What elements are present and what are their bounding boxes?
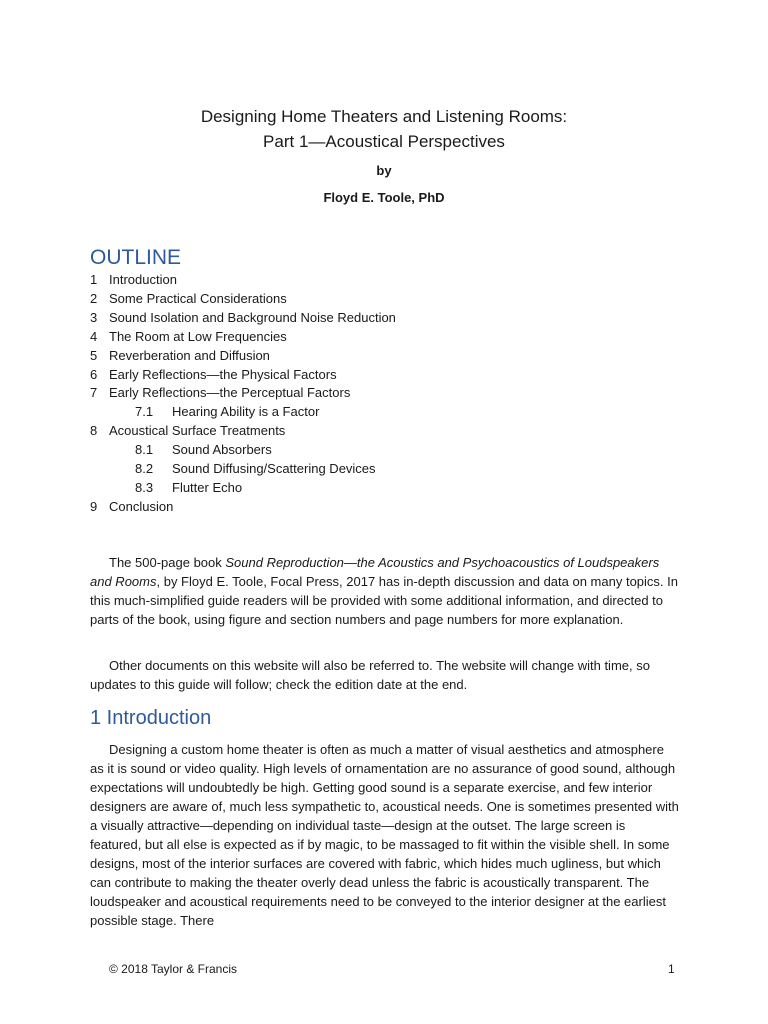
section-heading-introduction: 1 Introduction	[90, 707, 212, 729]
outline-item	[90, 384, 396, 403]
outline-item-label: Reverberation and Diffusion	[109, 347, 270, 363]
title-block	[0, 104, 768, 207]
outline-item-label: The Room at Low Frequencies	[109, 328, 287, 344]
outline-subitem	[90, 479, 396, 498]
outline-item-number: 4	[90, 328, 98, 344]
outline-item-label: Early Reflections—the Perceptual Factors	[109, 385, 351, 401]
outline-item-number: 8.2	[135, 461, 154, 477]
outline-item-number: 8	[90, 423, 98, 439]
outline-item	[90, 271, 396, 290]
outline-item-number: 7	[90, 385, 98, 401]
outline-item	[90, 347, 396, 366]
outline-item	[90, 328, 396, 347]
outline-item-label: Hearing Ability is a Factor	[172, 404, 320, 420]
introduction-paragraph: Designing a custom home theater is often as much a matter of visual aesthetics and atmosphere as it is sound or video quality. High levels of ornamentation are no assurance of good sound, although expectations will undoubtedly be high. Getting good sound is a separate exercise, and few interior designers are aware of, much less sympathetic to, acoustical needs. One is sometimes presented with a visually attractive—depending on individual taste—design at the outset. The large screen is featured, but all else is expected as if by magic, to be massaged to fit within the visible shell. In some designs, most of the interior surfaces are covered with fabric, which hides much ugliness, but which can contribute to making the theater overly dead unless the fabric is acoustically transparent. The loudspeaker and acoustical requirements need to be conveyed to the interior designer at the earliest possible stage. There	[90, 742, 679, 928]
outline-item	[90, 309, 396, 328]
outline-item-number: 8.1	[135, 442, 154, 458]
outline-item-number: 8.3	[135, 479, 154, 495]
outline-item	[90, 422, 396, 441]
outline-item-label: Sound Diffusing/Scattering Devices	[172, 461, 376, 477]
intro-text-end: , by Floyd E. Toole, Focal Press, 2017 has in-depth discussion and data on many topics. In this much-simplified guide readers will be provided with some additional information, and directed to parts of the book, using figure and section numbers and page numbers for more explanation.	[90, 574, 678, 627]
outline-item-label: Sound Isolation and Background Noise Reduction	[109, 309, 396, 325]
outline-item-number: 1	[90, 272, 98, 287]
outline-item-number: 6	[90, 366, 98, 382]
outline-item-number: 2	[90, 290, 98, 306]
outline-item	[90, 366, 396, 385]
book-title: Sound Reproduction—the Acoustics and Psychoacoustics of Loudspeakers and Rooms	[90, 555, 660, 589]
outline-item-label: Sound Absorbers	[172, 442, 272, 458]
author-name: Floyd E. Toole, PhD	[323, 190, 445, 205]
by-line: by	[376, 163, 392, 178]
outline-item-label: Introduction	[109, 272, 177, 287]
outline-subitem	[90, 460, 396, 479]
outline-item	[90, 498, 396, 517]
document-title	[0, 104, 768, 154]
outline-item-label: Conclusion	[109, 498, 174, 514]
outline-subitem	[90, 403, 396, 422]
outline-list	[90, 271, 396, 517]
footer-page-number: 1	[668, 962, 675, 976]
outline-item-number: 3	[90, 309, 98, 325]
outline-item-number: 7.1	[135, 404, 154, 420]
outline-item-label: Acoustical Surface Treatments	[109, 423, 286, 439]
outline-item-label: Flutter Echo	[172, 479, 243, 495]
website-paragraph: Other documents on this website will also be referred to. The website will change with time, so updates to this guide will follow; check the edition date at the end.	[90, 658, 650, 692]
title-line-2: Part 1—Acoustical Perspectives	[263, 132, 505, 151]
outline-item	[90, 290, 396, 309]
intro-paragraph	[90, 553, 680, 629]
outline-item-number: 9	[90, 498, 98, 514]
outline-subitem	[90, 441, 396, 460]
outline-item-label: Some Practical Considerations	[109, 290, 287, 306]
outline-item-number: 5	[90, 347, 98, 363]
intro-text-start: The 500-page book	[109, 555, 226, 570]
title-line-1: Designing Home Theaters and Listening Rooms:	[200, 107, 568, 126]
outline-item-label: Early Reflections—the Physical Factors	[109, 366, 337, 382]
footer-copyright: © 2018 Taylor & Francis	[109, 962, 238, 976]
outline-heading: OUTLINE	[90, 246, 182, 269]
